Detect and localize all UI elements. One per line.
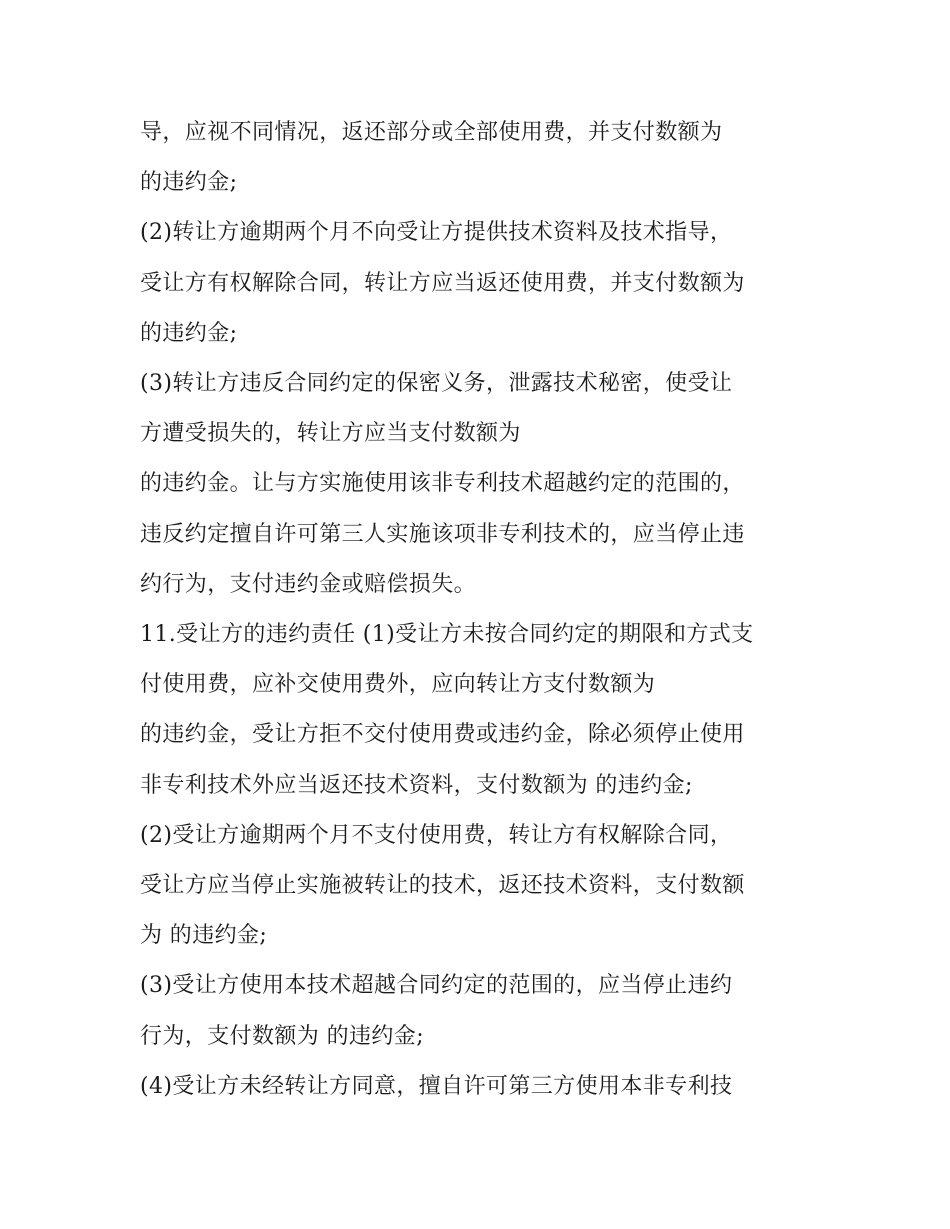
text-line: 行为，支付数额为 的违约金; xyxy=(140,1023,425,1049)
text-line: 的违约金; xyxy=(140,170,238,196)
text-line: (2)受让方逾期两个月不支付使用费，转让方有权解除合同， xyxy=(140,822,733,848)
text-line: 的违约金，受让方拒不交付使用费或违约金，除必须停止使用 xyxy=(140,722,745,748)
contract-text xyxy=(140,108,830,1112)
text-line: 违反约定擅自许可第三人实施该项非专利技术的，应当停止违 xyxy=(140,521,745,547)
text-line: 11.受让方的违约责任 (1)受让方未按合同约定的期限和方式支 xyxy=(140,622,754,648)
text-line: 付使用费，应补交使用费外，应向转让方支付数额为 xyxy=(140,672,656,698)
text-line: 导，应视不同情况，返还部分或全部使用费，并支付数额为 xyxy=(140,120,723,145)
text-line: 非专利技术外应当返还技术资料，支付数额为 的违约金; xyxy=(140,772,693,798)
text-line: (3)受让方使用本技术超越合同约定的范围的，应当停止违约 xyxy=(140,973,733,999)
text-line: 为 的违约金; xyxy=(140,923,268,949)
text-line: 受让方有权解除合同，转让方应当返还使用费，并支付数额为 xyxy=(140,270,745,296)
text-line: 的违约金。让与方实施使用该非专利技术超越约定的范围的， xyxy=(140,471,745,497)
text-line: (3)转让方违反合同约定的保密义务，泄露技术秘密，使受让 xyxy=(140,371,733,397)
text-line: 方遭受损失的，转让方应当支付数额为 xyxy=(140,421,521,447)
text-line: (4)受让方未经转让方同意，擅自许可第三方使用本非专利技 xyxy=(140,1073,733,1099)
text-line: 受让方应当停止实施被转让的技术，返还技术资料，支付数额 xyxy=(140,873,745,899)
text-line: 的违约金; xyxy=(140,320,238,346)
text-line: 约行为，支付违约金或赔偿损失。 xyxy=(140,571,477,597)
text-line: (2)转让方逾期两个月不向受让方提供技术资料及技术指导， xyxy=(140,220,733,246)
